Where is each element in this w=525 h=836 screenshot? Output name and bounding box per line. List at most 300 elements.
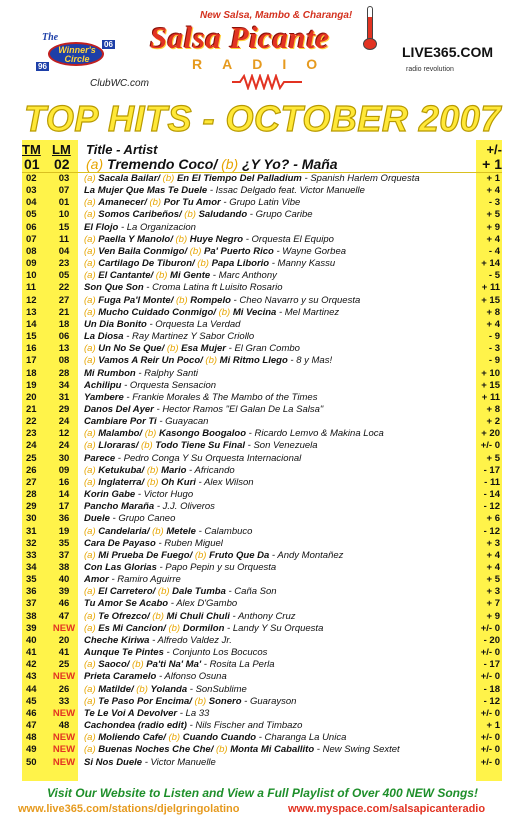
chart-row	[22, 623, 502, 635]
b-side-marker: (b)	[155, 586, 173, 598]
a-side-title: Con Las Glorias	[84, 562, 157, 573]
artist-name: - Issac Delgado feat. Victor Manuelle	[207, 185, 365, 197]
last-month-rank: NEW	[52, 732, 76, 744]
a-side-title: Cara De Payaso	[84, 537, 156, 549]
rank-change: + 11	[481, 391, 500, 403]
a-side-marker: (a)	[84, 440, 99, 452]
b-side-title: Oh Kuri	[161, 476, 196, 488]
a-side-marker: (a)	[84, 233, 99, 245]
header-change: +/-	[486, 142, 502, 157]
this-month-rank: 31	[26, 525, 37, 537]
rank-change: - 3	[488, 197, 500, 209]
title-artist	[84, 708, 494, 720]
last-month-rank: 22	[58, 282, 70, 294]
artist-name: - Spanish Harlem Orquesta	[301, 173, 420, 184]
b-side-marker: (b)	[129, 659, 147, 671]
a-side-title: Es Mi Cancion/	[98, 622, 166, 634]
a-side-title: Sacala Bailar/	[98, 173, 161, 184]
chart-row	[22, 538, 502, 550]
title-artist	[84, 647, 494, 659]
rank-change: + 5	[486, 209, 500, 221]
artist-name: - Andy Montañez	[269, 549, 344, 561]
chart-row	[22, 307, 502, 319]
winners-circle-site[interactable]: ClubWC.com	[90, 78, 149, 89]
this-month-rank: 37	[26, 598, 37, 610]
artist-name: - Pedro Conga Y Su Orquesta Internacional	[115, 452, 302, 464]
last-month-rank: 36	[58, 513, 70, 525]
a-side-title: El Cantante/	[98, 270, 154, 282]
chart-row	[22, 270, 502, 282]
a-side-marker: (a)	[84, 173, 99, 184]
chart-row	[22, 416, 502, 428]
chart-row	[22, 647, 502, 659]
a-side-title: Son Que Son	[84, 282, 144, 294]
title-artist	[84, 744, 494, 756]
b-side-marker: (b)	[165, 732, 183, 744]
rank-change: + 15	[481, 294, 500, 306]
soundwave-icon	[232, 74, 302, 90]
top-hit-a-marker: (a)	[86, 156, 104, 172]
a-side-title: Si Nos Duele	[84, 756, 143, 768]
last-month-rank: 06	[58, 331, 70, 343]
a-side-marker: (a)	[84, 258, 99, 270]
rank-change: + 10	[481, 367, 500, 379]
b-side-title: Rompelo	[190, 294, 231, 306]
last-month-rank: 46	[58, 598, 70, 610]
b-side-title: Papa Liborio	[211, 258, 270, 270]
title-artist	[84, 404, 494, 416]
header-last-month: LM	[52, 142, 71, 157]
chart-row	[22, 720, 502, 732]
b-side-title: Todo Tiene Su Final	[155, 440, 246, 452]
rank-change: + 5	[486, 452, 500, 464]
title-artist	[84, 234, 494, 246]
chart-row	[22, 550, 502, 562]
this-month-rank: 44	[26, 683, 37, 695]
a-side-marker: (a)	[84, 209, 99, 221]
artist-name: - Calambuco	[195, 525, 253, 537]
this-month-rank: 03	[26, 185, 37, 197]
last-month-rank: 31	[58, 391, 70, 403]
this-month-rank: 43	[26, 671, 37, 683]
a-side-marker: (a)	[84, 355, 99, 367]
this-month-rank: 18	[26, 367, 37, 379]
last-month-rank: 24	[58, 440, 70, 452]
rank-change: + 2	[486, 416, 500, 428]
b-side-title: Mario	[161, 464, 187, 476]
a-side-title: Cheche Kiriwa	[84, 634, 150, 646]
b-side-title: Dale Tumba	[172, 586, 226, 598]
b-side-title: Pa' Puerto Rico	[204, 245, 274, 257]
last-month-rank: NEW	[52, 622, 76, 634]
title-artist	[84, 489, 494, 501]
a-side-title: Amor	[84, 574, 109, 586]
a-side-title: Ven Baila Conmigo/	[98, 245, 188, 257]
artist-name: - Orquesta La Verdad	[146, 318, 241, 330]
chart-row	[22, 744, 502, 756]
station-tagline: New Salsa, Mambo & Charanga!	[200, 10, 353, 21]
artist-name: - J.J. Oliveros	[154, 501, 215, 513]
this-month-rank: 27	[26, 476, 37, 488]
last-month-rank: 26	[58, 683, 70, 695]
b-side-marker: (b)	[146, 197, 164, 209]
chart-row	[22, 404, 502, 416]
this-month-rank: 02	[26, 173, 37, 184]
title-artist	[84, 635, 494, 647]
a-side-title: Un No Se Que/	[98, 343, 165, 355]
artist-name: - Ramiro Aguirre	[108, 574, 181, 586]
title-artist	[84, 295, 494, 307]
b-side-title: Huye Negro	[189, 233, 244, 245]
a-side-title: Mucho Cuidado Conmigo/	[98, 306, 216, 318]
this-month-rank: 46	[26, 707, 37, 719]
a-side-title: Fuga Pa'l Monte/	[98, 294, 174, 306]
artist-name: - Mel Martinez	[276, 306, 340, 318]
a-side-title: El Flojo	[84, 221, 119, 233]
chart-row	[22, 295, 502, 307]
rank-change: - 5	[488, 270, 500, 282]
chart-row	[22, 489, 502, 501]
artist-name: - Alfredo Valdez Jr.	[149, 634, 232, 646]
last-month-rank: 04	[58, 245, 70, 257]
b-side-marker: (b)	[172, 233, 190, 245]
b-side-title: Yolanda	[150, 683, 188, 695]
chart-row	[22, 598, 502, 610]
title-artist	[84, 368, 494, 380]
a-side-title: Candelaria/	[98, 525, 150, 537]
a-side-title: Danos Del Ayer	[84, 403, 154, 415]
a-side-title: Amanecer/	[98, 197, 147, 209]
chart-row	[22, 368, 502, 380]
a-side-marker: (a)	[84, 245, 99, 257]
artist-name: - Hector Ramos "El Galan De La Salsa"	[153, 403, 324, 415]
last-month-rank: NEW	[52, 671, 76, 683]
this-month-rank: 34	[26, 562, 37, 573]
this-month-rank: 13	[26, 306, 37, 318]
a-side-title: Tu Amor Se Acabo	[84, 598, 169, 610]
this-month-rank: 06	[26, 221, 37, 233]
artist-name: - Charanga La Unica	[256, 732, 347, 744]
rank-change: + 1	[486, 173, 500, 184]
title-artist	[84, 392, 494, 404]
title-artist	[84, 538, 494, 550]
rank-change: - 17	[483, 464, 500, 476]
title-artist	[84, 611, 494, 623]
a-side-marker: (a)	[84, 428, 99, 440]
a-side-title: El Carretero/	[98, 586, 156, 598]
header	[0, 0, 525, 96]
this-month-rank: 08	[26, 245, 37, 257]
rank-change: - 18	[483, 683, 500, 695]
title-artist	[84, 501, 494, 513]
b-side-title: Monta Mi Caballito	[230, 744, 315, 756]
a-side-title: Prieta Caramelo	[84, 671, 157, 683]
rank-change: - 9	[488, 331, 500, 343]
a-side-title: Un Dia Bonito	[84, 318, 147, 330]
artist-name: - La 33	[177, 707, 210, 719]
b-side-marker: (b)	[144, 464, 162, 476]
chart-row	[22, 684, 502, 696]
a-side-title: Mi Prueba De Fuego/	[98, 549, 193, 561]
this-month-rank: 22	[26, 416, 37, 428]
chart-row	[22, 222, 502, 234]
this-month-rank: 23	[26, 428, 37, 440]
rank-change: - 20	[483, 634, 500, 646]
a-side-marker: (a)	[84, 659, 99, 671]
this-month-rank: 17	[26, 355, 37, 367]
this-month-rank: 48	[26, 732, 37, 744]
title-artist	[84, 623, 494, 635]
live365-station-link[interactable]: www.live365.com/stations/djelgringolatino	[18, 803, 240, 815]
this-month-rank: 40	[26, 634, 37, 646]
artist-name: - Manny Kassu	[269, 258, 336, 270]
artist-name: - Nils Fischer and Timbazo	[186, 720, 303, 732]
top-hit-this-month: 01	[24, 156, 40, 172]
this-month-rank: 29	[26, 501, 37, 513]
title-artist	[84, 307, 494, 319]
artist-name: - Alex Wilson	[195, 476, 254, 488]
rank-change: + 15	[481, 379, 500, 391]
a-side-title: Achilipu	[84, 379, 122, 391]
rank-change: +/- 0	[480, 647, 500, 659]
a-side-title: Matilde/	[98, 683, 134, 695]
b-side-title: En El Tiempo Del Palladium	[176, 173, 302, 184]
a-side-marker: (a)	[84, 294, 99, 306]
winners-circle-year-right: 06	[104, 40, 113, 49]
top-hit-change: + 1	[482, 156, 502, 172]
chart-row	[22, 732, 502, 744]
chart-row	[22, 465, 502, 477]
station-brand-logo: Salsa Picante	[150, 20, 330, 55]
rank-change: + 7	[486, 598, 500, 610]
title-artist	[84, 380, 494, 392]
rank-change: - 3	[488, 343, 500, 355]
b-side-marker: (b)	[191, 695, 209, 707]
b-side-title: Kasongo Boogaloo	[158, 428, 247, 440]
artist-name: - Landy Y Su Orquesta	[224, 622, 324, 634]
this-month-rank: 49	[26, 744, 37, 756]
artist-name: - Caña Son	[225, 586, 277, 598]
a-side-title: Te Ofrezco/	[98, 610, 150, 622]
top-hit-sep: -	[289, 156, 302, 172]
last-month-rank: 30	[58, 452, 70, 464]
live365-logo[interactable]	[400, 38, 494, 78]
rank-change: + 4	[486, 562, 500, 573]
chart-row	[22, 246, 502, 258]
rank-change: + 6	[486, 513, 500, 525]
artist-name: - Orquesta Sensacion	[121, 379, 217, 391]
chart-row	[22, 185, 502, 197]
artist-name: - Africando	[186, 464, 235, 476]
rank-change: - 12	[483, 695, 500, 707]
title-artist	[84, 173, 494, 185]
top-hit-title-a: Tremendo Coco/	[107, 156, 218, 172]
title-artist	[84, 343, 494, 355]
b-side-marker: (b)	[165, 622, 183, 634]
title-artist	[84, 720, 494, 732]
a-side-title: Somos Caribeños/	[98, 209, 182, 221]
chart-row	[22, 635, 502, 647]
last-month-rank: 25	[58, 659, 70, 671]
column-headers	[22, 142, 502, 157]
title-artist	[84, 428, 494, 440]
last-month-rank: 48	[58, 720, 70, 732]
chart-row	[22, 258, 502, 270]
a-side-title: Cambiare Por Ti	[84, 416, 157, 428]
chart-row	[22, 757, 502, 769]
a-side-marker: (a)	[84, 525, 99, 537]
b-side-marker: (b)	[142, 428, 159, 440]
chart-row	[22, 209, 502, 221]
artist-name: - Anthony Cruz	[229, 610, 296, 622]
last-month-rank: 38	[58, 562, 70, 573]
title-artist	[84, 526, 494, 538]
b-side-marker: (b)	[133, 683, 151, 695]
last-month-rank: 01	[58, 197, 70, 209]
last-month-rank: 16	[58, 476, 70, 488]
chart-row	[22, 513, 502, 525]
chart-row	[22, 453, 502, 465]
rank-change: +/- 0	[480, 732, 500, 744]
artist-name: - Alex D'Gambo	[168, 598, 238, 610]
rank-change: - 4	[488, 245, 500, 257]
a-side-marker: (a)	[84, 306, 99, 318]
artist-name: - El Gran Combo	[226, 343, 300, 355]
a-side-marker: (a)	[84, 744, 99, 756]
artist-name: - Orquesta El Equipo	[243, 233, 334, 245]
chart-row	[22, 392, 502, 404]
myspace-link[interactable]: www.myspace.com/salsapicanteradio	[288, 803, 486, 815]
rank-change: - 12	[483, 501, 500, 513]
chart-row	[22, 234, 502, 246]
last-month-rank: 14	[58, 489, 70, 501]
this-month-rank: 45	[26, 695, 37, 707]
last-month-rank: 27	[58, 294, 70, 306]
rank-change: +/- 0	[480, 707, 500, 719]
chart-row	[22, 574, 502, 586]
last-month-rank: 24	[58, 416, 70, 428]
title-artist	[84, 550, 494, 562]
this-month-rank: 12	[26, 294, 37, 306]
rank-change: + 3	[486, 586, 500, 598]
a-side-title: Te Paso Por Encima/	[98, 695, 192, 707]
title-artist	[84, 732, 494, 744]
this-month-rank: 26	[26, 464, 37, 476]
a-side-marker: (a)	[84, 622, 99, 634]
chart-list	[22, 173, 502, 769]
b-side-marker: (b)	[160, 173, 177, 184]
this-month-rank: 11	[26, 282, 37, 294]
this-month-rank: 05	[26, 209, 37, 221]
a-side-title: Saoco/	[98, 659, 130, 671]
b-side-title: Mi Ritmo Llego	[219, 355, 288, 367]
b-side-title: Sonero	[208, 695, 242, 707]
chart-row	[22, 501, 502, 513]
b-side-marker: (b)	[144, 476, 162, 488]
title-artist	[84, 465, 494, 477]
chart-row	[22, 586, 502, 598]
rank-change: + 5	[486, 574, 500, 586]
artist-name: - Cheo Navarro y su Orquesta	[230, 294, 361, 306]
rank-change: +/- 0	[480, 744, 500, 756]
this-month-rank: 35	[26, 574, 37, 586]
last-month-rank: 07	[58, 185, 70, 197]
a-side-marker: (a)	[84, 476, 99, 488]
a-side-title: Duele	[84, 513, 110, 525]
top-hit-title-b: ¿Y Yo?	[242, 156, 290, 172]
a-side-marker: (a)	[84, 586, 99, 598]
last-month-rank: 39	[58, 586, 70, 598]
last-month-rank: 05	[58, 270, 70, 282]
this-month-rank: 32	[26, 537, 37, 549]
artist-name: - Son Venezuela	[245, 440, 318, 452]
b-side-marker: (b)	[192, 549, 210, 561]
b-side-title: Por Tu Amor	[163, 197, 221, 209]
rank-change: - 14	[483, 489, 500, 501]
title-artist	[84, 586, 494, 598]
chart-row	[22, 428, 502, 440]
chart-row	[22, 380, 502, 392]
top-hit-title	[86, 156, 338, 172]
artist-name: - Frankie Morales & The Mambo of the Times	[123, 391, 318, 403]
rank-change: + 20	[481, 428, 500, 440]
a-side-title: Te Le Voi A Devolver	[84, 707, 178, 719]
artist-name: - Alfonso Osuna	[156, 671, 227, 683]
b-side-marker: (b)	[164, 343, 182, 355]
a-side-title: Inglaterra/	[98, 476, 145, 488]
b-side-marker: (b)	[202, 355, 220, 367]
a-side-marker: (a)	[84, 464, 99, 476]
top-hit-row	[22, 156, 502, 173]
chart-banner-title: TOP HITS - OCTOBER 2007	[24, 98, 501, 139]
winners-circle-logo[interactable]	[36, 32, 112, 78]
last-month-rank: 40	[58, 574, 70, 586]
rank-change: + 3	[486, 537, 500, 549]
artist-name: - Croma Latina ft Luisito Rosario	[143, 282, 283, 294]
title-artist	[84, 197, 494, 209]
b-side-title: Mi Chuli Chuli	[166, 610, 230, 622]
live365-tagline: radio revolution	[406, 66, 454, 73]
a-side-marker: (a)	[84, 732, 99, 744]
rank-change: + 4	[486, 233, 500, 245]
rank-change: + 8	[486, 403, 500, 415]
top-hit-b-marker: (b)	[221, 156, 239, 172]
title-artist	[84, 440, 494, 452]
chart-row	[22, 671, 502, 683]
a-side-title: Buenas Noches Che Che/	[98, 744, 214, 756]
a-side-title: Yambere	[84, 391, 124, 403]
last-month-rank: 08	[58, 355, 70, 367]
a-side-title: La Mujer Que Mas Te Duele	[84, 185, 208, 197]
title-artist	[84, 282, 494, 294]
winners-circle-the: The	[42, 32, 59, 43]
a-side-title: Vamos A Reir Un Poco/	[98, 355, 203, 367]
b-side-marker: (b)	[181, 209, 199, 221]
this-month-rank: 38	[26, 610, 37, 622]
b-side-marker: (b)	[138, 440, 156, 452]
this-month-rank: 21	[26, 403, 37, 415]
artist-name: - Marc Anthony	[210, 270, 277, 282]
thermometer-icon	[363, 6, 377, 50]
b-side-title: Fruto Que Da	[209, 549, 270, 561]
a-side-marker: (a)	[84, 270, 99, 282]
last-month-rank: 37	[58, 549, 70, 561]
a-side-title: Malambo/	[98, 428, 143, 440]
last-month-rank: 33	[58, 695, 70, 707]
a-side-marker: (a)	[84, 549, 99, 561]
this-month-rank: 14	[26, 318, 37, 330]
title-artist	[84, 659, 494, 671]
